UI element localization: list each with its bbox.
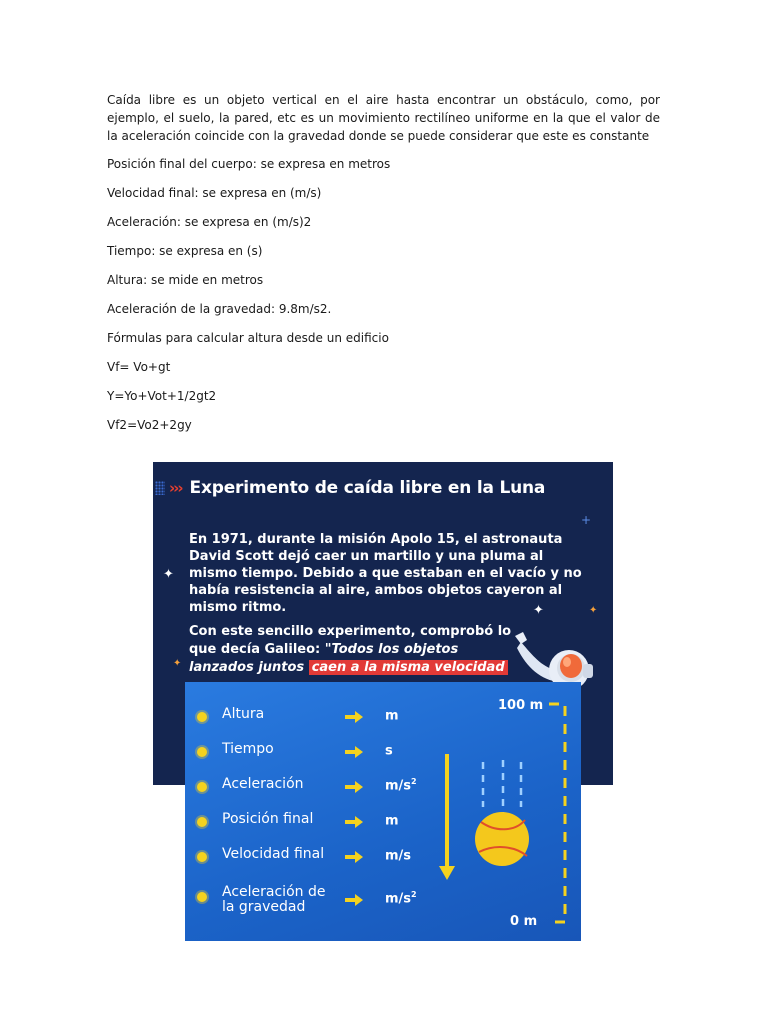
variable-label: Altura [222, 706, 265, 722]
variable-label: Aceleración de la gravedad [222, 884, 326, 915]
text-line: Aceleración de la gravedad: 9.8m/s2. [107, 302, 332, 316]
variable-label: Velocidad final [222, 846, 325, 862]
variable-label: Tiempo [222, 741, 274, 757]
sparkle-icon: ✦ [589, 605, 598, 616]
definition-paragraph: Caída libre es un objeto vertical en el aire hasta encontrar un obstáculo, como, por ejemplo, el suelo, la pared, etc es un movimiento rectilíneo uniforme en la que el valor de la aceleración coincide con la gravedad donde se puede considerar que este es constante [107, 93, 660, 143]
text-line: Tiempo: se expresa en (s) [107, 244, 263, 258]
variable-unit: m [385, 813, 399, 829]
formula-line: Y=Yo+Vot+1/2gt2 [107, 389, 217, 403]
variable-unit: $m/s^2$ [385, 890, 417, 907]
scale-bottom-label: 0 m [510, 914, 538, 929]
galileo-quote-start: "Todos los objetos lanzados juntos [189, 642, 459, 675]
galileo-text: Con este sencillo experimento, comprobó lo que decía Galileo: [189, 624, 512, 657]
infographic-header [155, 478, 545, 498]
triple-chevron-icon: ››› [169, 479, 182, 497]
variable-unit: s [385, 743, 393, 759]
height-scale-bracket [549, 704, 565, 922]
document-body [107, 91, 660, 445]
variable-unit: m [385, 708, 399, 724]
text-line: Aceleración: se expresa en (m/s)2 [107, 215, 312, 229]
galileo-paragraph [189, 623, 519, 677]
sparkle-icon: ✦ [533, 603, 544, 618]
infographic-title: Experimento de caída libre en la Luna [189, 478, 546, 498]
galileo-quote-highlight: caen a la misma velocidad [309, 660, 508, 675]
text-line: Altura: se mide en metros [107, 273, 264, 287]
falling-ball-icon [475, 812, 529, 866]
sparkle-icon: + [581, 513, 592, 527]
variable-label: Aceleración [222, 776, 304, 792]
fall-diagram [185, 682, 581, 941]
motion-lines [483, 760, 521, 814]
variable-unit: m/s [385, 848, 412, 864]
text-line: Posición final del cuerpo: se expresa en metros [107, 157, 391, 171]
sparkle-icon: ✦ [163, 567, 174, 582]
variable-label: Posición final [222, 811, 314, 827]
scale-top-label: 100 m [498, 698, 544, 713]
variables-card [185, 682, 581, 941]
text-line: Fórmulas para calcular altura desde un edificio [107, 331, 389, 345]
dot-grid-icon [155, 481, 165, 495]
variable-unit: $m/s^2$ [385, 777, 417, 794]
text-line: Velocidad final: se expresa en (m/s) [107, 186, 322, 200]
formula-line: Vf2=Vo2+2gy [107, 418, 192, 432]
formula-line: Vf= Vo+gt [107, 360, 171, 374]
sparkle-icon: ✦ [173, 658, 182, 669]
down-arrow-icon [439, 754, 455, 880]
apollo-paragraph: En 1971, durante la misión Apolo 15, el astronauta David Scott dejó caer un martillo y una pluma al mismo tiempo. Debido a que estaban en el vacío y no había resistencia al aire, ambos objetos cayeron al mismo ritmo. [189, 532, 582, 615]
